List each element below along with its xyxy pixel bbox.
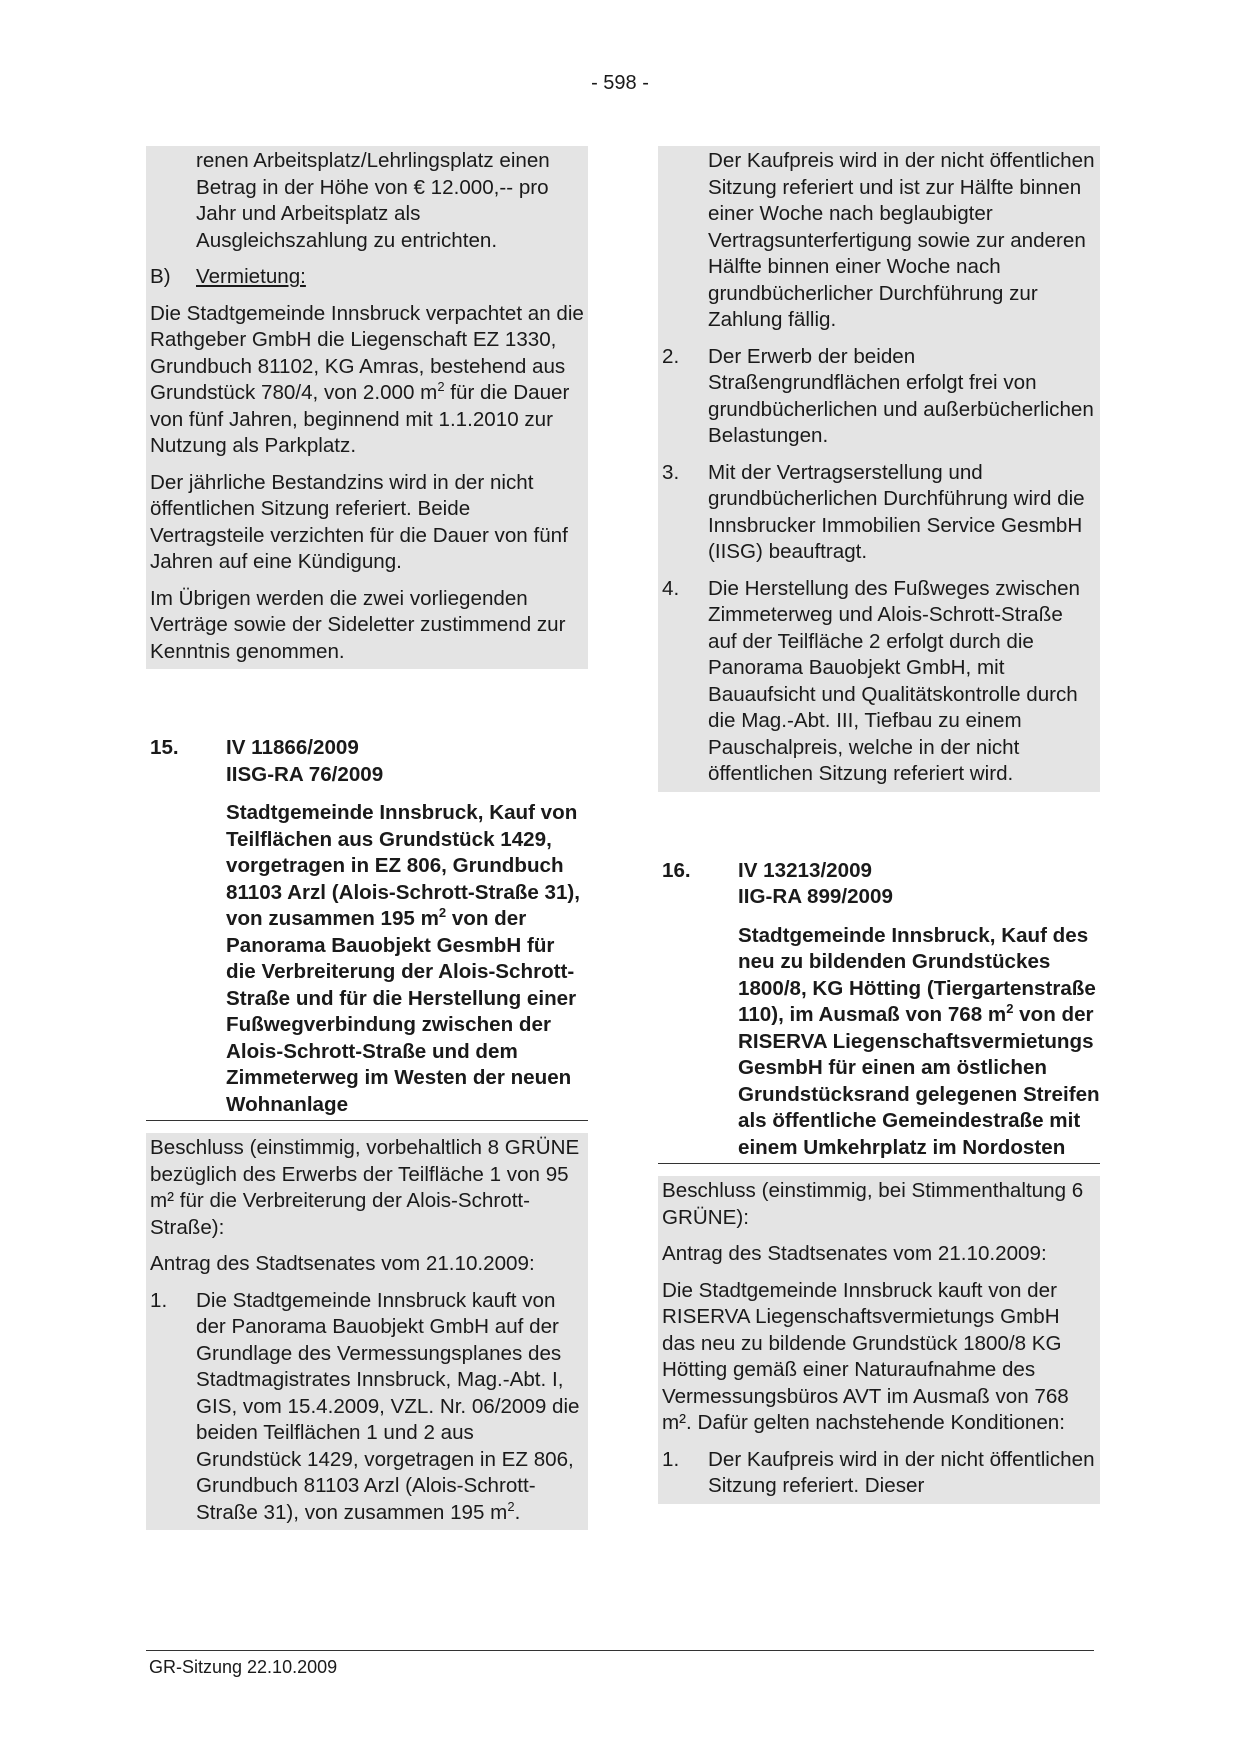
agenda-title: Stadtgemeinde Innsbruck, Kauf von Teilflächen aus Grundstück 1429, vorgetragen in EZ 806, Grundbuch 81103 Arzl (Alois-Schrott-Straße 31), von zusammen 195 $m^2$ von der Panorama Bauobjekt GesmbH für die Verbreiterung der Alois-Schrott-Straße und für die Herstellung einer Fußwegverbindung zwischen der Alois-Schrott-Straße und dem Zimmeterweg im Westen der neuen Wohnanlage xyxy=(226,801,581,1116)
agenda-reference: IIG-RA 899/2009 xyxy=(738,885,893,908)
right-column xyxy=(658,146,1100,1504)
contracts-paragraph: Im Übrigen werden die zwei vorliegenden Verträge sowie der Sideletter zustimmend zur Kenntnis genommen. xyxy=(150,586,566,663)
agenda-item-15 xyxy=(146,735,588,1120)
purchase-price-continued: Der Kaufpreis wird in der nicht öffentlichen Sitzung referiert und ist zur Hälfte binnen einer Woche nach beglaubigter Vertragsunterfertigung sowie zur anderen Hälfte binnen einer Woche nach grundbücherlicher Durchführung zur Zahlung fällig. xyxy=(708,149,1095,331)
list-item: 4. Die Herstellung des Fußweges zwischen Zimmeterweg und Alois-Schrott-Straße auf der Teilfläche 2 erfolgt durch die Panorama Bauobjekt GmbH, mit Bauaufsicht und Qualitätskontrolle durch die Mag.-Abt. III, Tiefbau zu einem Pauschalpreis, welche in der nicht öffentlichen Sitzung referiert wird. xyxy=(662,576,1080,785)
motion-text: Antrag des Stadtsenates vom 21.10.2009: xyxy=(662,1242,1047,1265)
divider xyxy=(658,1163,1100,1164)
section-b-title: Vermietung: xyxy=(196,265,306,288)
resolution-text: Beschluss (einstimmig, vorbehaltlich 8 GRÜNE bezüglich des Erwerbs der Teilfläche 1 von 95 m² für die Verbreiterung der Alois-Schrott-Straße): xyxy=(150,1136,580,1239)
agenda-reference: IV 13213/2009 xyxy=(738,858,872,882)
resolution-text: Beschluss (einstimmig, bei Stimmenthaltung 6 GRÜNE): xyxy=(662,1179,1084,1229)
agenda-title: Stadtgemeinde Innsbruck, Kauf des neu zu bildenden Grundstückes 1800/8, KG Hötting (Tiergartenstraße 110), im Ausmaß von 768 $m^2$ von der RISERVA Liegenschaftsvermietungs GesmbH für einen am östlichen Grundstücksrand gelegenen Streifen als öffentliche Gemeindestraße mit einem Umkehrplatz im Nordosten xyxy=(738,923,1100,1159)
right-shaded-block-top xyxy=(658,146,1100,792)
right-shaded-block-resolution xyxy=(658,1176,1100,1504)
list-item: 2. Der Erwerb der beiden Straßengrundflächen erfolgt frei von grundbücherlichen und außerbücherlichen Belastungen. xyxy=(662,344,1094,447)
footer-text: GR-Sitzung 22.10.2009 xyxy=(149,1657,338,1677)
agenda-reference: IV 11866/2009 xyxy=(226,736,359,759)
divider xyxy=(146,1120,588,1121)
section-b-heading xyxy=(150,264,584,291)
footer-divider xyxy=(146,1650,1094,1651)
section-b-marker: B) xyxy=(150,265,171,288)
page-number: - 598 - xyxy=(591,72,649,94)
list-item: 1. Der Kaufpreis wird in der nicht öffentlichen Sitzung referiert. Dieser xyxy=(662,1447,1095,1497)
agenda-item-16 xyxy=(658,858,1100,1164)
list-item: 1. Die Stadtgemeinde Innsbruck kauft von der Panorama Bauobjekt GmbH auf der Grundlage des Vermessungsplanes des Stadtmagistrates Innsbruck, Mag.-Abt. I, GIS, vom 15.4.2009, VZL. Nr. 06/2009 die beiden Teilflächen 1 und 2 aus Grundstück 1429, vorgetragen in EZ 806, Grundbuch 81103 Arzl (Alois-Schrott-Straße 31), von zusammen 195 $m^2$. xyxy=(150,1288,580,1524)
left-shaded-block-top xyxy=(146,146,588,669)
agenda-item-number: 16. xyxy=(662,858,691,882)
motion-text: Antrag des Stadtsenates vom 21.10.2009: xyxy=(150,1252,535,1275)
intro-continued-text: renen Arbeitsplatz/Lehrlingsplatz einen Betrag in der Höhe von € 12.000,-- pro Jahr und Arbeitsplatz als Ausgleichszahlung zu entrichten. xyxy=(196,149,550,252)
list-item: 3. Mit der Vertragserstellung und grundbücherlichen Durchführung wird die Innsbrucker Immobilien Service GesmbH (IISG) beauftragt. xyxy=(662,460,1085,563)
left-column xyxy=(146,146,588,1530)
rent-paragraph: Der jährliche Bestandzins wird in der nicht öffentlichen Sitzung referiert. Beide Vertragsteile verzichten für die Dauer von fünf Jahren auf eine Kündigung. xyxy=(150,470,568,573)
left-shaded-block-resolution xyxy=(146,1133,588,1530)
agenda-item-number: 15. xyxy=(150,736,179,759)
lease-paragraph: Die Stadtgemeinde Innsbruck verpachtet an die Rathgeber GmbH die Liegenschaft EZ 1330, Grundbuch 81102, KG Amras, bestehend aus Grundstück 780/4, von 2.000 $m^2$ für die Dauer von fünf Jahren, beginnend mit 1.1.2010 zur Nutzung als Parkplatz. xyxy=(150,301,584,457)
agenda-reference: IISG-RA 76/2009 xyxy=(226,762,384,786)
purchase-paragraph: Die Stadtgemeinde Innsbruck kauft von der RISERVA Liegenschaftsvermietungs GmbH das neu zu bildende Grundstück 1800/8 KG Hötting gemäß einer Naturaufnahme des Vermessungsbüros AVT im Ausmaß von 768 m². Dafür gelten nachstehende Konditionen: xyxy=(662,1278,1069,1434)
